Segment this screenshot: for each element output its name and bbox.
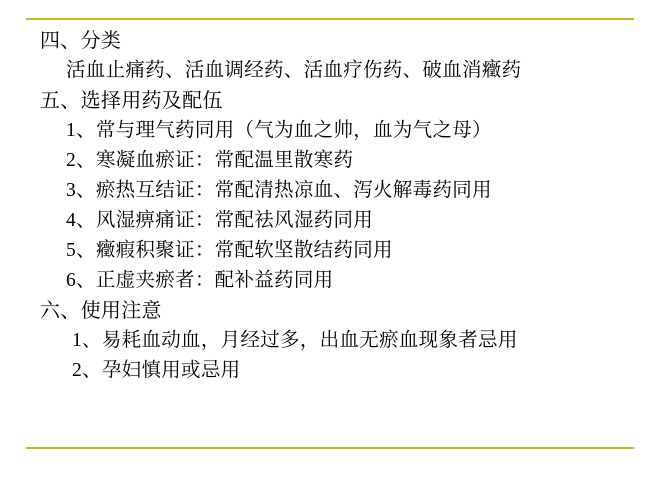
content-line: 1、易耗血动血，月经过多，出血无瘀血现象者忌用 [72, 330, 518, 351]
content-line: 四、分类 [40, 30, 122, 52]
content-line: 1、常与理气药同用（气为血之帅，血为气之母） [66, 120, 492, 141]
slide-content [26, 26, 638, 386]
content-line: 2、寒凝血瘀证：常配温里散寒药 [66, 150, 354, 171]
content-line: 3、瘀热互结证：常配清热凉血、泻火解毒药同用 [66, 180, 492, 201]
content-line: 5、癥瘕积聚证：常配软坚散结药同用 [66, 240, 393, 261]
content-line: 6、正虚夹瘀者：配补益药同用 [66, 270, 334, 291]
top-divider-rule [26, 18, 634, 20]
content-line: 五、选择用药及配伍 [40, 90, 223, 112]
content-line: 六、使用注意 [40, 300, 162, 322]
content-line: 活血止痛药、活血调经药、活血疗伤药、破血消癥药 [66, 60, 522, 81]
content-line: 2、孕妇慎用或忌用 [72, 360, 241, 381]
content-line: 4、风湿痹痛证：常配祛风湿药同用 [66, 210, 374, 231]
bottom-divider-rule [26, 447, 634, 449]
